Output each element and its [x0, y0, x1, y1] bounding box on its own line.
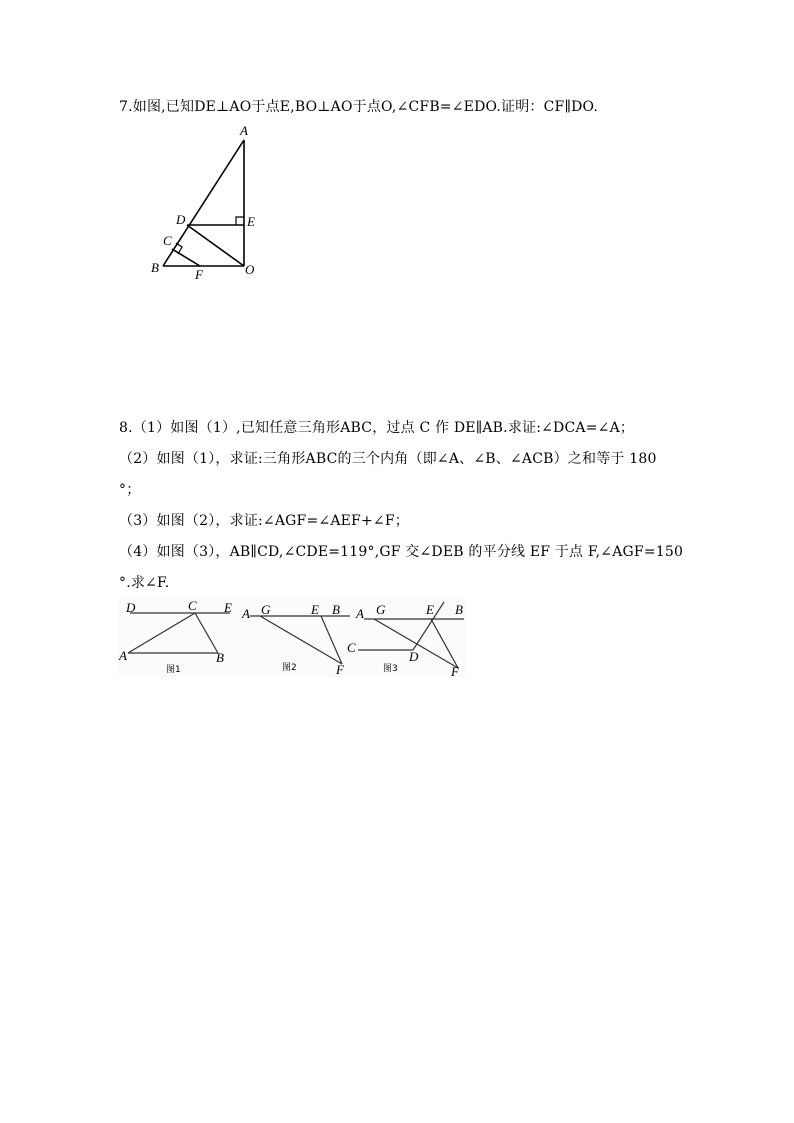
line-cf [172, 249, 200, 266]
fig1-caption: 图1 [166, 665, 181, 675]
fig2-label-a: A [242, 606, 250, 621]
fig1-label-c: C [188, 598, 197, 613]
q8-line5: （4）如图（3），AB∥CD,∠CDE=119°,GF 交∠DEB 的平分线 EF 于点 F,∠AGF=150 [119, 544, 684, 560]
fig2-label-b: B [332, 602, 340, 617]
label-b: B [151, 260, 159, 275]
right-angle-e [236, 217, 244, 225]
fig3-label-b: B [455, 602, 463, 617]
fig2-label-e: E [311, 602, 319, 617]
label-d: D [176, 212, 186, 227]
label-c: C [163, 233, 172, 248]
fig3-caption: 图3 [383, 664, 398, 674]
fig3-label-d: D [409, 649, 419, 664]
line-do [187, 225, 244, 266]
q8-figures [118, 598, 466, 678]
fig3-label-g: G [376, 602, 386, 617]
line-ab [163, 140, 244, 266]
fig1-label-e: E [224, 600, 232, 615]
fig1-label-d: D [126, 600, 136, 615]
fig1-label-b: B [216, 650, 224, 665]
fig2-label-f: F [336, 662, 344, 677]
fig3-label-a: A [356, 606, 364, 621]
label-o: O [245, 262, 255, 277]
fig2-label-g: G [261, 602, 271, 617]
fig2-caption: 图2 [282, 663, 297, 673]
label-f: F [195, 267, 203, 282]
fig3-label-f: F [451, 664, 459, 679]
q7-text: 7.如图,已知DE⊥AO于点E,BO⊥AO于点O,∠CFB=∠EDO.证明：CF∥DO. [119, 99, 599, 115]
q8-line3: °； [119, 482, 141, 498]
label-a: A [240, 123, 248, 138]
fig1-label-a: A [119, 648, 127, 663]
q7-figure [140, 118, 280, 288]
fig3-label-c: C [347, 640, 356, 655]
fig3-label-e: E [426, 602, 434, 617]
q8-line1: 8.（1）如图（1）,已知任意三角形ABC，过点 C 作 DE∥AB.求证:∠DCA=∠A； [119, 420, 635, 436]
label-e: E [247, 214, 255, 229]
q8-line4: （3）如图（2），求证:∠AGF=∠AEF+∠F； [119, 513, 409, 529]
q8-line6: °.求∠F. [119, 575, 170, 591]
q8-line2: （2）如图（1），求证:三角形ABC的三个内角（即∠A、∠B、∠ACB）之和等于 180 [119, 451, 657, 467]
